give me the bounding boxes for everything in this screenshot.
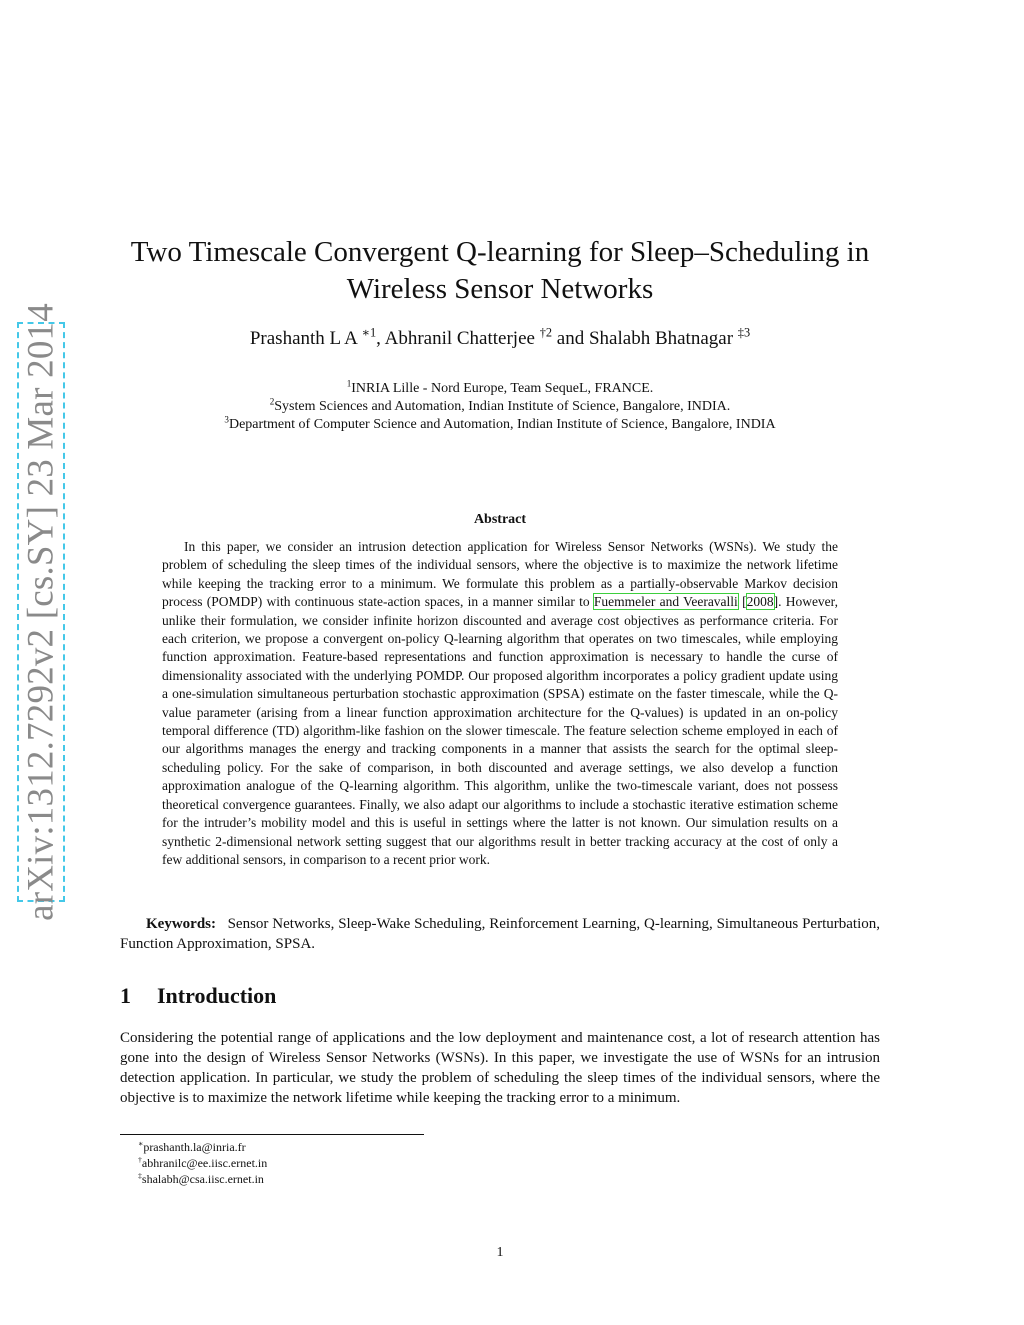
abstract-text: . However, unlike their formulation, we consider infinite horizon discounted and average cost objectives as performance criteria. For each criterion, we propose a convergent on-policy Q-learning algorithm that operates on two timescales, while employing function approximation. Feature-based representations and function approximation is necessary to handle the curse of dimensionality associated with the underlying POMDP. Our proposed algorithm incorporates a policy gradient update using a one-simulation simultaneous perturbation stochastic approximation (SPSA) estimate on the faster timescale, while the Q-value parameter (arising from a linear function approximation architecture for the Q-values) is updated in an on-policy temporal difference (TD) algorithm-like fashion on the slower timescale. The feature selection scheme employed in each of our algorithms manages the energy and tracking components in a manner that assists the search for the optimal sleep-scheduling policy. For the sake of comparison, in both discounted and average settings, we also develop a function approximation analogue of the Q-learning algorithm. This algorithm, unlike the two-timescale variant, does not possess theoretical convergence guarantees. Finally, we also adapt our algorithms to include a stochastic iterative estimation scheme for the intruder’s mobility model and this is useful in settings where the latter is not known. Our simulation results on a synthetic 2-dimensional network setting suggest that our algorithms result in better tracking accuracy at the cost of only a few additional sensors, in comparison to a recent prior work. bbox=[162, 594, 839, 867]
affiliation-text: INRIA Lille - Nord Europe, Team SequeL, FRANCE. bbox=[351, 381, 654, 396]
citation-bracket: ] bbox=[773, 594, 779, 610]
paper-title bbox=[120, 234, 880, 308]
affiliation-line bbox=[120, 416, 880, 434]
section-title: Introduction bbox=[157, 983, 277, 1008]
footnote-mark: ‡ bbox=[138, 1171, 142, 1180]
citation-link-authors[interactable]: Fuemmeler and Veeravalli bbox=[593, 594, 738, 610]
affiliation-line bbox=[120, 398, 880, 416]
citation-bracket: [ bbox=[737, 594, 747, 610]
author-separator: , bbox=[376, 328, 385, 349]
author-name: Prashanth L A bbox=[249, 328, 357, 349]
arxiv-identifier: arXiv:1312.7292v2 [cs.SY] 23 Mar 2014 bbox=[20, 303, 62, 921]
affiliations bbox=[120, 380, 880, 434]
section-number: 1 bbox=[120, 983, 131, 1008]
author-list bbox=[120, 326, 880, 352]
keywords bbox=[120, 914, 880, 954]
keywords-label: Keywords: bbox=[146, 916, 216, 932]
abstract-heading: Abstract bbox=[473, 512, 527, 527]
title-line-1: Two Timescale Convergent Q-learning for Sleep–Scheduling in bbox=[130, 236, 870, 268]
introduction-paragraph: Considering the potential range of applications and the low deployment and maintenance cost, a lot of research attention has gone into the design of Wireless Sensor Networks (WSNs). In this paper, we investigate the use of WSNs for an intrusion detection application. In particular, we study the problem of scheduling the sleep times of the individual sensors, where the objective is to maximize the network lifetime while keeping the tracking error to a minimum. bbox=[120, 1030, 880, 1106]
footnote-mark: † bbox=[138, 1155, 142, 1164]
footnote-rule bbox=[120, 1134, 424, 1135]
footnote-email[interactable]: prashanth.la@inria.fr bbox=[143, 1140, 246, 1154]
page-number: 1 bbox=[496, 1245, 504, 1260]
abstract-body bbox=[162, 538, 838, 869]
affiliation-line bbox=[120, 380, 880, 398]
author-mark[interactable]: †2 bbox=[539, 325, 553, 340]
footnote bbox=[138, 1139, 267, 1155]
affiliation-mark: 3 bbox=[224, 414, 229, 425]
section-heading bbox=[120, 983, 276, 1009]
abstract-text: In this paper, we consider an intrusion detection application for Wireless Sensor Networks (WSNs). We study the problem of scheduling the sleep times of the individual sensors, where the objective is to maximize the network lifetime while keeping the tracking error to a minimum. We formulate this problem as a partially-observable Markov decision process (POMDP) with continuous state-action spaces, in a manner similar to bbox=[162, 539, 838, 610]
author-mark[interactable]: ∗1 bbox=[361, 325, 377, 340]
author-name: Shalabh Bhatnagar bbox=[588, 328, 734, 349]
footnote bbox=[138, 1171, 267, 1187]
arxiv-stamp bbox=[17, 303, 65, 921]
affiliation-mark: 2 bbox=[269, 396, 275, 407]
footnote-email[interactable]: shalabh@csa.iisc.ernet.in bbox=[141, 1172, 264, 1186]
affiliation-text: System Sciences and Automation, Indian Institute of Science, Bangalore, INDIA. bbox=[274, 399, 731, 414]
citation-link-year[interactable]: 2008 bbox=[746, 594, 774, 610]
author-separator: and bbox=[552, 328, 589, 349]
keywords-text: Sensor Networks, Sleep-Wake Scheduling, Reinforcement Learning, Q-learning, Simultaneous Perturbation, Function Approximation, SPSA. bbox=[120, 916, 880, 952]
affiliation-mark: 1 bbox=[346, 378, 352, 389]
author-mark[interactable]: ‡3 bbox=[737, 325, 751, 340]
footnote-mark: ∗ bbox=[138, 1139, 144, 1148]
footnote bbox=[138, 1155, 267, 1171]
affiliation-text: Department of Computer Science and Automation, Indian Institute of Science, Bangalore, INDIA bbox=[228, 417, 776, 432]
author-name: Abhranil Chatterjee bbox=[384, 328, 535, 349]
footnote-email[interactable]: abhranilc@ee.iisc.ernet.in bbox=[141, 1156, 268, 1170]
title-line-2: Wireless Sensor Networks bbox=[346, 273, 654, 305]
footnotes bbox=[138, 1139, 267, 1187]
